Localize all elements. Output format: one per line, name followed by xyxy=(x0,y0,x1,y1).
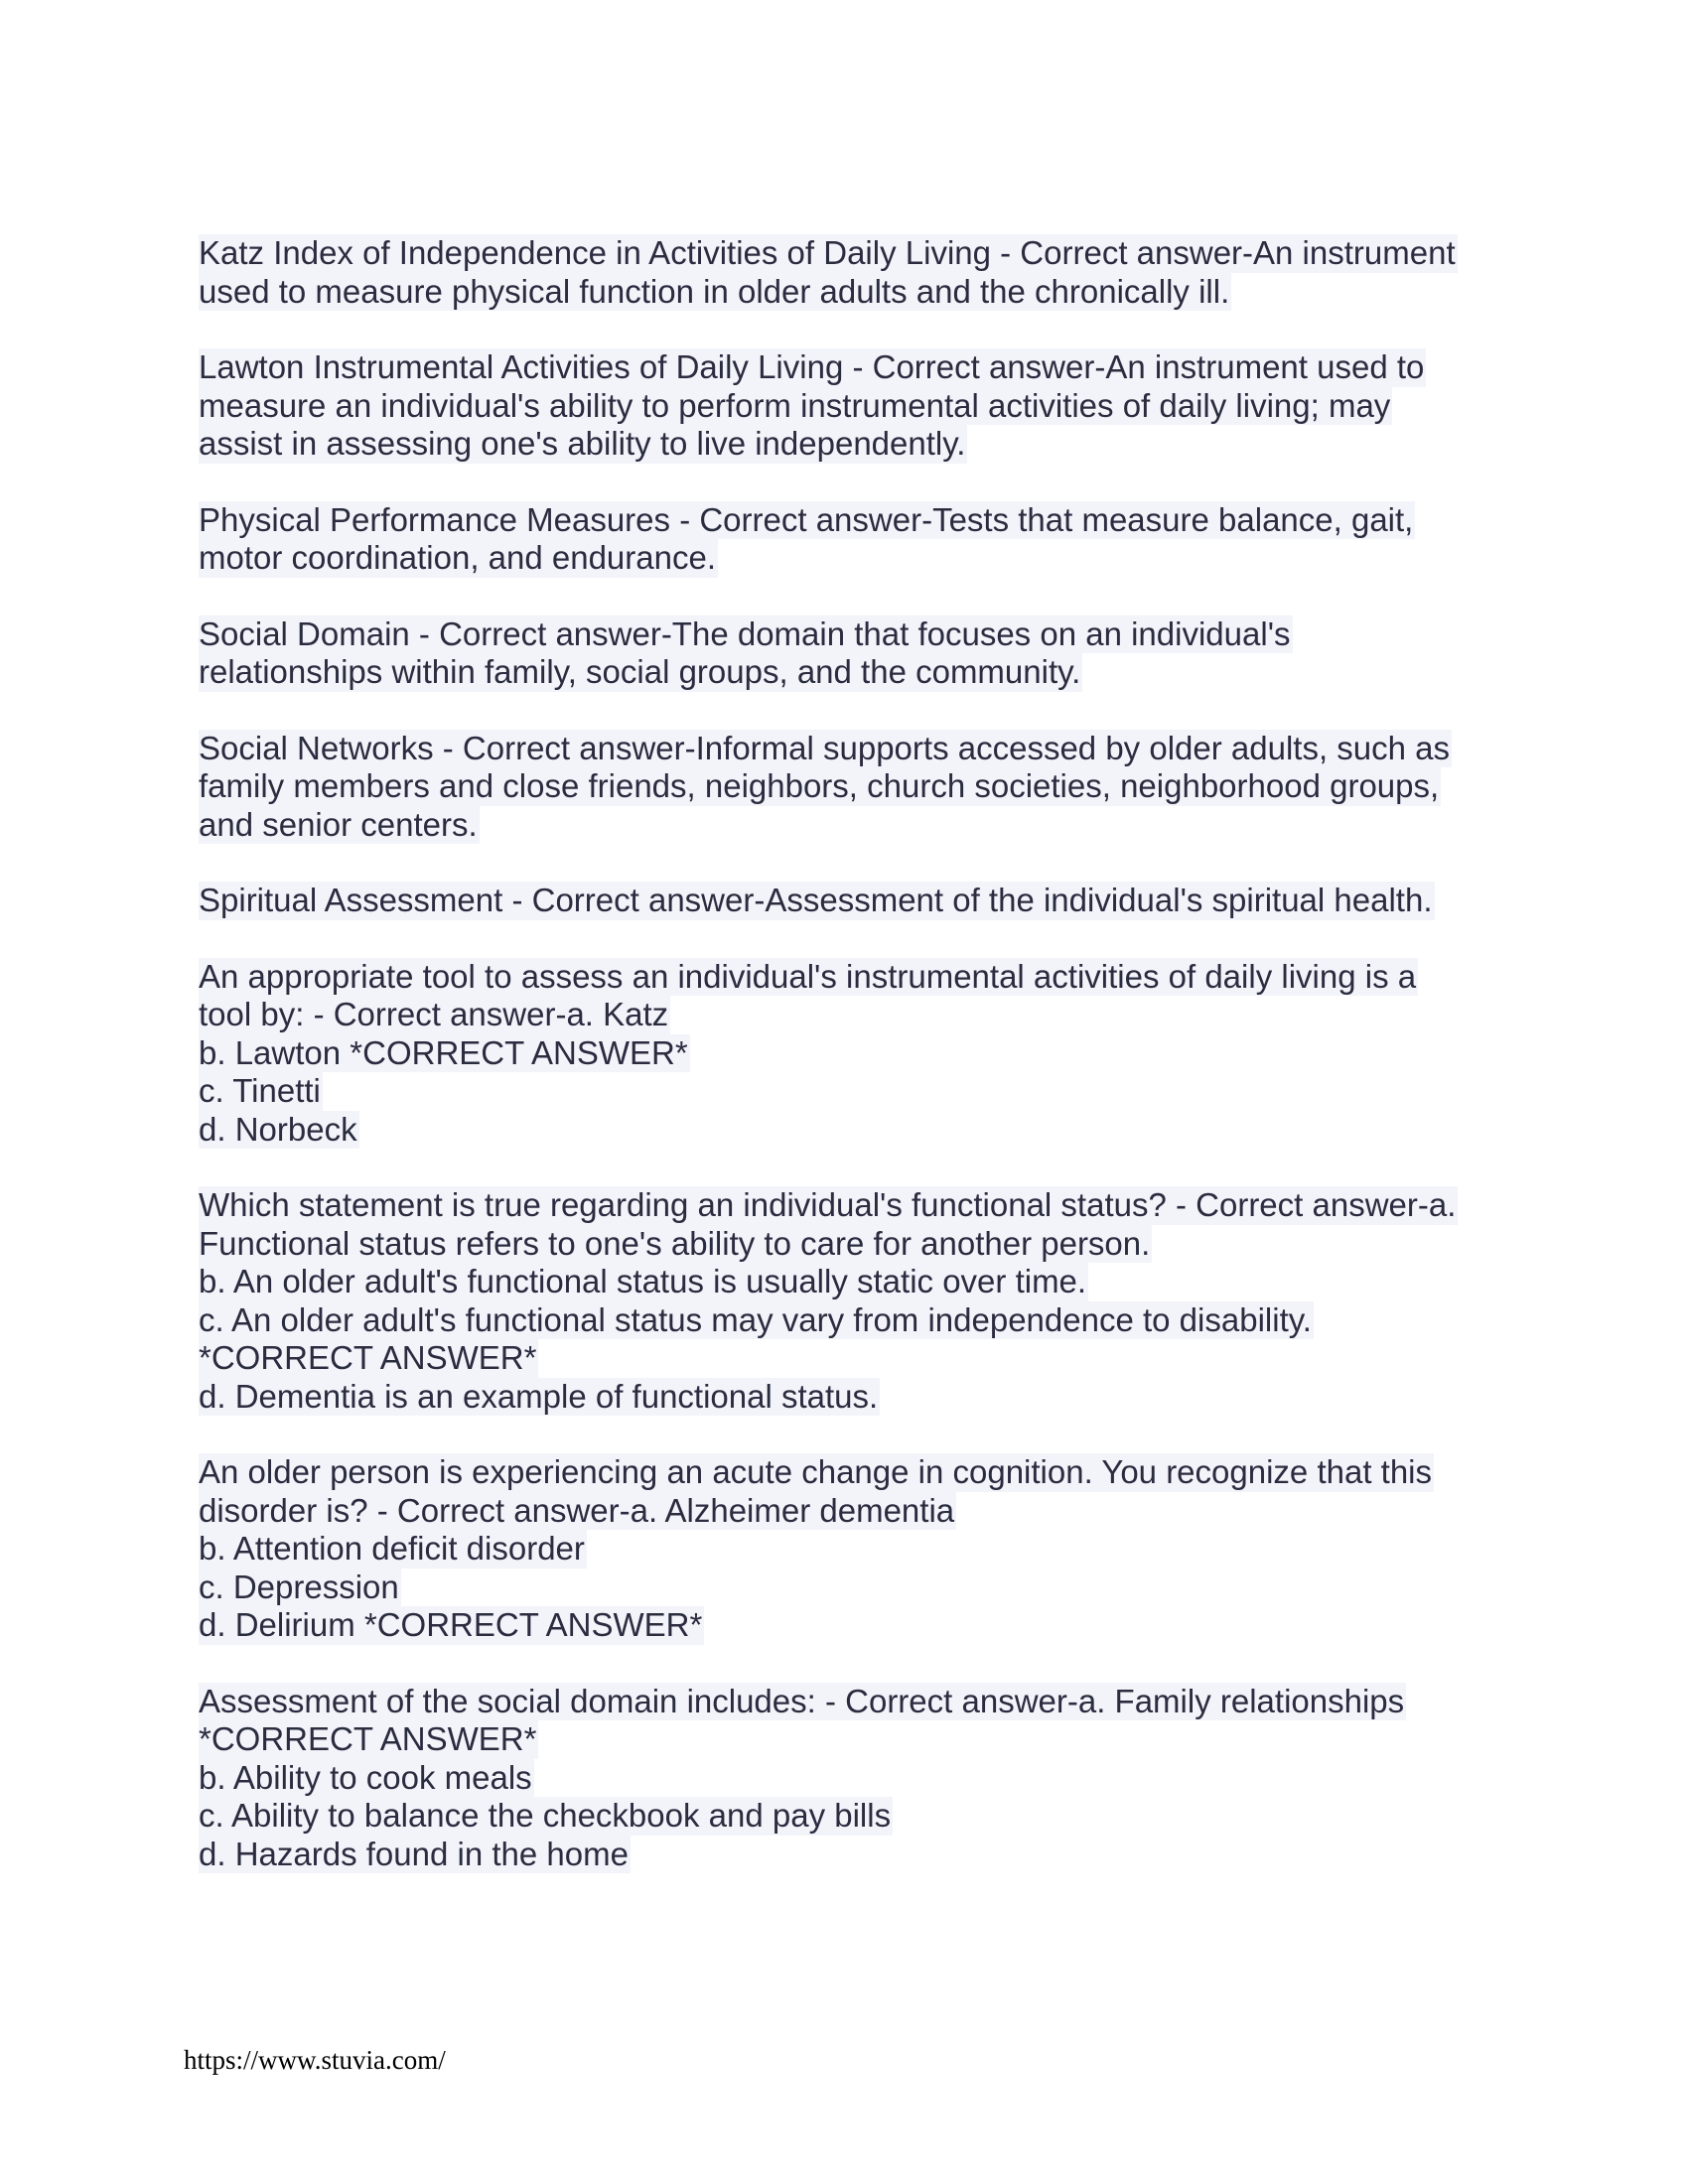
text-line: b. Lawton *CORRECT ANSWER* xyxy=(199,1033,688,1071)
flashcard-block xyxy=(199,1186,1489,1416)
text-line: *CORRECT ANSWER* xyxy=(199,1339,537,1376)
flashcard-block xyxy=(199,730,1489,845)
text-line: Assessment of the social domain includes: - Correct answer-a. Family relationships xyxy=(199,1682,1405,1719)
flashcard-block xyxy=(199,1683,1489,1874)
footer-url[interactable]: https://www.stuvia.com/ xyxy=(184,2045,446,2075)
text-line: d. Norbeck xyxy=(199,1110,357,1148)
text-line: tool by: - Correct answer-a. Katz xyxy=(199,996,669,1032)
flashcard-block xyxy=(199,501,1489,578)
text-line: Katz Index of Independence in Activities of Daily Living - Correct answer-An instrument xyxy=(199,234,1456,271)
text-line: motor coordination, and endurance. xyxy=(199,539,717,576)
text-line: measure an individual's ability to perform instrumental activities of daily living; may xyxy=(199,386,1391,424)
text-line: b. An older adult's functional status is usually static over time. xyxy=(199,1263,1087,1299)
text-line: c. Tinetti xyxy=(199,1072,321,1109)
text-line: b. Ability to cook meals xyxy=(199,1758,532,1796)
text-line: Lawton Instrumental Activities of Daily Living - Correct answer-An instrument used to xyxy=(199,348,1425,385)
text-line: b. Attention deficit disorder xyxy=(199,1530,585,1567)
flashcard-block xyxy=(199,882,1489,920)
text-line: assist in assessing one's ability to live independently. xyxy=(199,425,966,462)
text-line: disorder is? - Correct answer-a. Alzheimer dementia xyxy=(199,1491,955,1529)
text-line: relationships within family, social groups, and the community. xyxy=(199,653,1081,690)
text-line: Functional status refers to one's ability to care for another person. xyxy=(199,1224,1151,1262)
text-line: family members and close friends, neighbors, church societies, neighborhood groups, xyxy=(199,767,1440,804)
text-line: Social Domain - Correct answer-The domain that focuses on an individual's xyxy=(199,614,1291,652)
text-line: and senior centers. xyxy=(199,805,478,843)
flashcard-block xyxy=(199,348,1489,464)
text-line: c. Ability to balance the checkbook and pay bills xyxy=(199,1797,892,1834)
text-line: Physical Performance Measures - Correct answer-Tests that measure balance, gait, xyxy=(199,500,1414,538)
text-line: Spiritual Assessment - Correct answer-Assessment of the individual's spiritual health. xyxy=(199,882,1433,918)
text-line: Which statement is true regarding an individual's functional status? - Correct answer-a. xyxy=(199,1186,1457,1223)
text-line: d. Dementia is an example of functional status. xyxy=(199,1377,879,1415)
flashcard-block xyxy=(199,615,1489,692)
flashcard-block xyxy=(199,1453,1489,1645)
flashcard-block xyxy=(199,958,1489,1150)
text-line: used to measure physical function in older adults and the chronically ill. xyxy=(199,272,1230,310)
text-line: d. Hazards found in the home xyxy=(199,1835,629,1872)
text-line: c. Depression xyxy=(199,1568,399,1605)
document-body xyxy=(199,234,1489,1911)
text-line: *CORRECT ANSWER* xyxy=(199,1720,537,1757)
flashcard-block xyxy=(199,234,1489,311)
text-line: An appropriate tool to assess an individual's instrumental activities of daily living is a xyxy=(199,957,1417,995)
text-line: d. Delirium *CORRECT ANSWER* xyxy=(199,1606,703,1643)
text-line: Social Networks - Correct answer-Informal supports accessed by older adults, such as xyxy=(199,729,1451,766)
text-line: c. An older adult's functional status may vary from independence to disability. xyxy=(199,1300,1312,1338)
text-line: An older person is experiencing an acute change in cognition. You recognize that this xyxy=(199,1453,1433,1490)
